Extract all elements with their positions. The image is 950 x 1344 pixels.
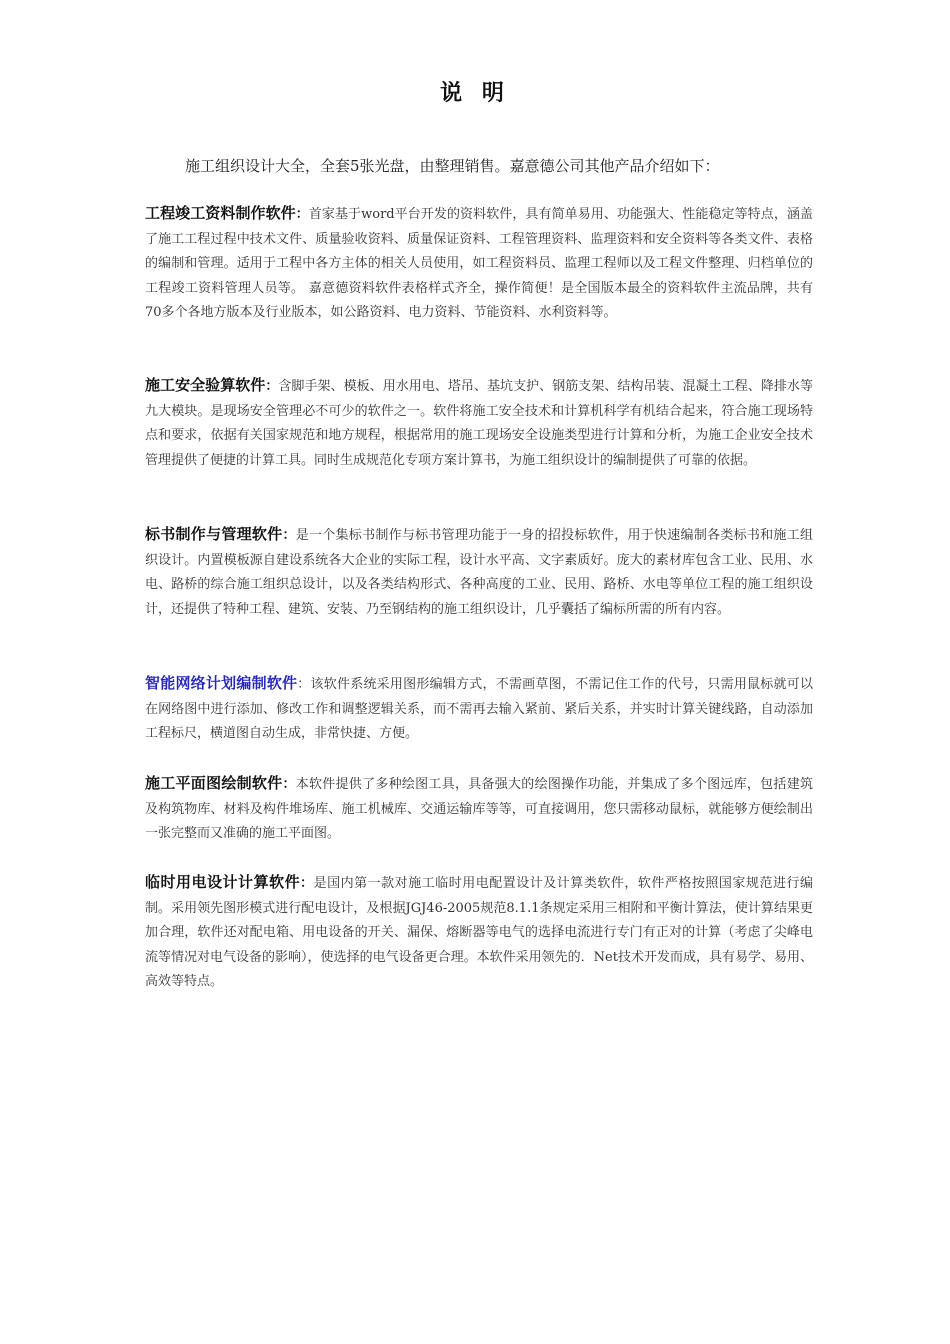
section-heading: 临时用电设计计算软件 <box>145 873 301 891</box>
section-separator: ： <box>282 777 296 792</box>
section-separator: ： <box>295 207 309 222</box>
section-body: 是国内第一款对施工临时用电配置设计及计算类软件，软件严格按照国家规范进行编制。采用领先图形模式进行配电设计，及根据JGJ46-2005规范8.1.1条规定采用三相附和平衡计算法，使计算结果更加合理，软件还对配电箱、用电设备的开关、漏保、熔断器等电气的选择电流进行专门有正对的计算（考虑了尖峰电流等情况对电气设备的影响），使选择的电气设备更合理。本软件采用领先的．Net技术开发而成，具有易学、易用、高效等特点。 <box>145 876 813 990</box>
page-title: 说 明 <box>440 81 510 106</box>
section-separator: ： <box>297 677 311 692</box>
section-heading: 施工安全验算软件 <box>145 376 266 394</box>
section-body: 首家基于word平台开发的资料软件，具有简单易用、功能强大、性能稳定等特点，涵盖了施工工程过程中技术文件、质量验收资料、质量保证资料、工程管理资料、监理资料和安全资料等各类文件、表格的编制和管理。适用于工程中各方主体的相关人员使用，如工程资料员、监理工程师以及工程文件整理、归档单位的工程竣工资料管理人员等。 嘉意德资料软件表格样式齐全，操作简便！是全国版本最全的资料软件主流品牌，共有70多个各地方版本及行业版本，如公路资料、电力资料、节能资料、水利资料等。 <box>145 207 813 321</box>
section-body: 含脚手架、模板、用水用电、塔吊、基坑支护、钢筋支架、结构吊装、混凝土工程、降排水等九大模块。是现场安全管理必不可少的软件之一。软件将施工安全技术和计算机科学有机结合起来，符合施工现场特点和要求，依据有关国家规范和地方规程，根据常用的施工现场安全设施类型进行计算和分析，为施工企业安全技术管理提供了便捷的计算工具。同时生成规范化专项方案计算书，为施工组织设计的编制提供了可靠的依据。 <box>145 379 813 468</box>
section-site-plan <box>145 771 813 847</box>
section-network-plan <box>145 671 813 747</box>
section-temp-power <box>145 870 813 995</box>
section-separator: ： <box>282 528 296 543</box>
section-bid-docs <box>145 522 813 622</box>
section-body: 本软件提供了多种绘图工具，具备强大的绘图操作功能，并集成了多个图远库，包括建筑及构筑物库、材料及构件堆场库、施工机械库、交通运输库等等，可直接调用，您只需移动鼠标，就能够方便绘制出一张完整而又准确的施工平面图。 <box>145 777 813 842</box>
section-body: 该软件系统采用图形编辑方式，不需画草图，不需记住工作的代号，只需用鼠标就可以在网络图中进行添加、修改工作和调整逻辑关系，而不需再去输入紧前、紧后关系，并实时计算关键线路，自动添加工程标尺，横道图自动生成，非常快捷、方便。 <box>145 677 813 742</box>
section-body: 是一个集标书制作与标书管理功能于一身的招投标软件，用于快速编制各类标书和施工组织设计。内置模板源自建设系统各大企业的实际工程，设计水平高、文字素质好。庞大的素材库包含工业、民用、水电、路桥的综合施工组织总设计，以及各类结构形式、各种高度的工业、民用、路桥、水电等单位工程的施工组织设计，还提供了特种工程、建筑、安装、乃至钢结构的施工组织设计，几乎囊括了编标所需的所有内容。 <box>145 528 813 617</box>
section-safety-calc <box>145 373 813 473</box>
intro-paragraph: 施工组织设计大全，全套5张光盘，由整理销售。嘉意德公司其他产品介绍如下： <box>185 157 720 175</box>
section-heading: 标书制作与管理软件 <box>145 525 283 543</box>
section-heading: 工程竣工资料制作软件 <box>145 204 296 222</box>
section-completion-docs <box>145 201 813 326</box>
section-heading: 施工平面图绘制软件 <box>145 774 283 792</box>
section-separator: ： <box>300 876 314 891</box>
section-heading: 智能网络计划编制软件 <box>145 674 298 692</box>
section-separator: ： <box>265 379 279 394</box>
